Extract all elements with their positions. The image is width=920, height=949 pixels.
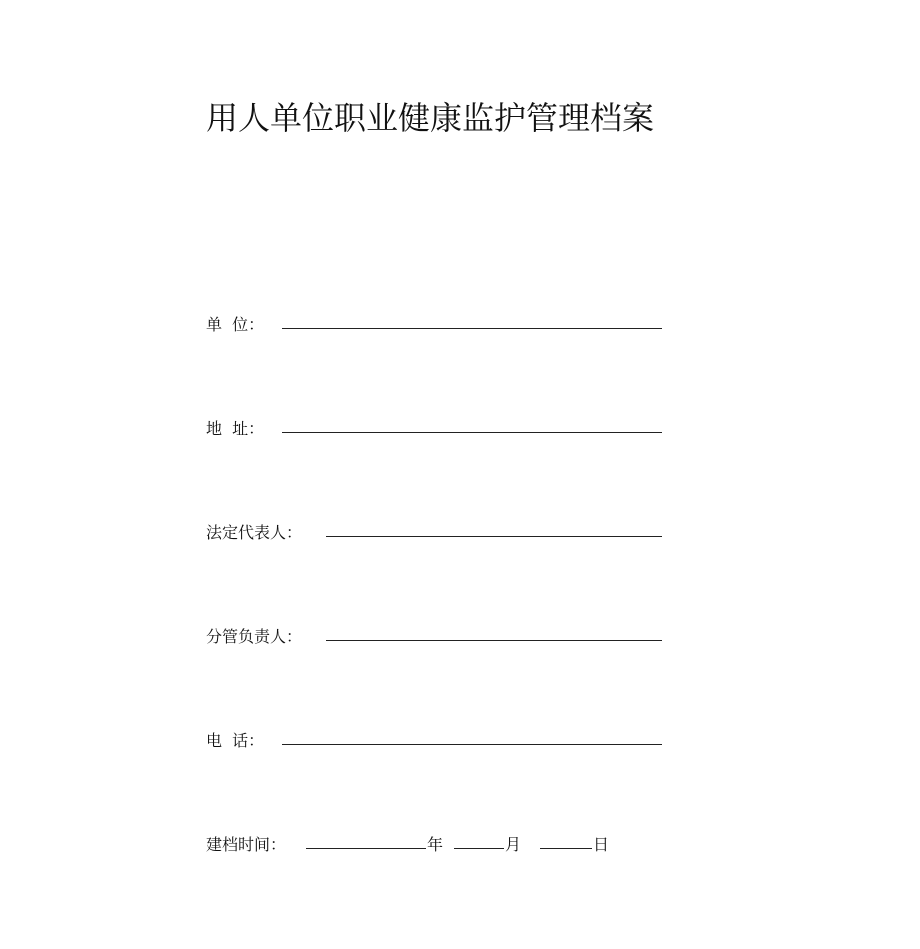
legal-rep-label: 法定代表人：: [206, 523, 303, 542]
phone-blank-line[interactable]: [282, 730, 662, 745]
supervisor-blank-line[interactable]: [326, 626, 662, 641]
supervisor-label: 分管负责人：: [206, 627, 303, 646]
unit-blank-line[interactable]: [282, 314, 662, 329]
legal-rep-field: [206, 522, 666, 544]
month-label: 月: [505, 835, 522, 854]
supervisor-field: [206, 626, 666, 648]
day-label: 日: [593, 835, 610, 854]
date-label: 建档时间：: [206, 835, 287, 854]
address-label: 地 址：: [206, 419, 265, 438]
year-blank-line[interactable]: [306, 834, 426, 849]
address-field: [206, 418, 666, 440]
date-field: [206, 834, 626, 856]
day-blank-line[interactable]: [540, 834, 592, 849]
address-blank-line[interactable]: [282, 418, 662, 433]
year-label: 年: [427, 835, 444, 854]
month-blank-line[interactable]: [454, 834, 504, 849]
phone-field: [206, 730, 666, 752]
unit-field: [206, 314, 666, 336]
legal-rep-blank-line[interactable]: [326, 522, 662, 537]
unit-label: 单 位：: [206, 315, 265, 334]
document-title: 用人单位职业健康监护管理档案: [206, 99, 655, 137]
phone-label: 电 话：: [206, 731, 265, 750]
